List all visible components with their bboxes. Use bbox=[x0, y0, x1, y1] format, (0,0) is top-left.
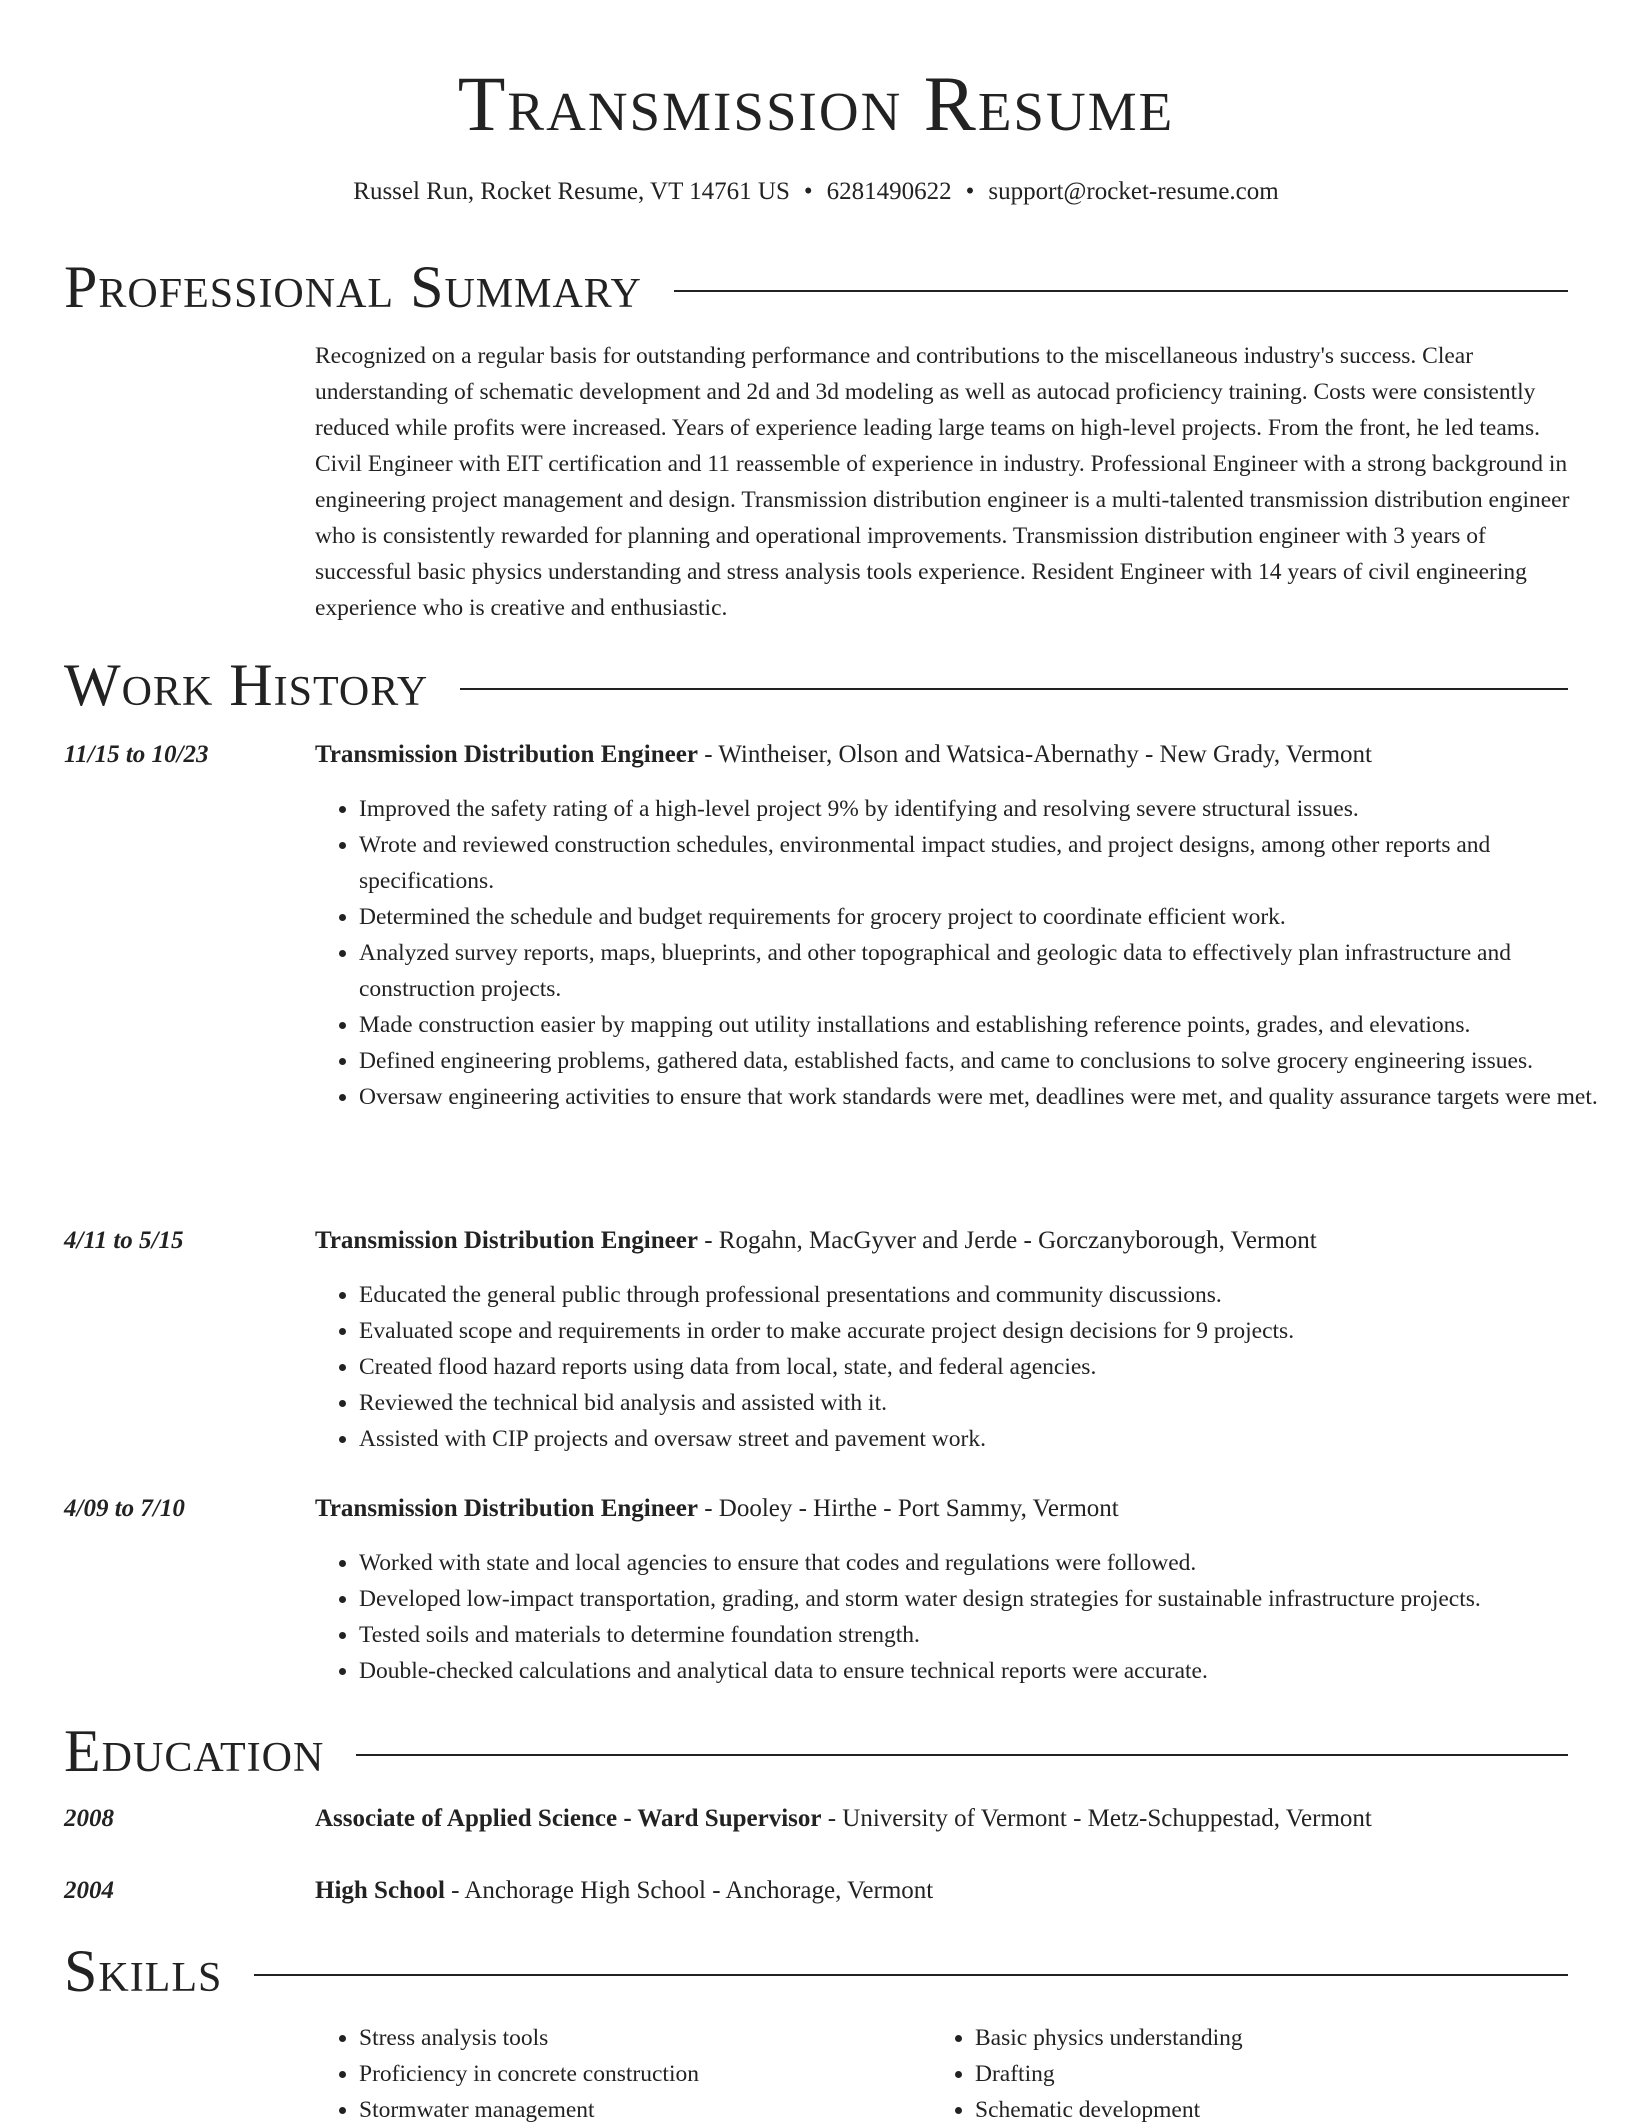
job-bullet: • Tested soils and materials to determine foundation strength. bbox=[359, 1617, 1619, 1653]
job-details: - Dooley - Hirthe - Port Sammy, Vermont bbox=[697, 1495, 1119, 1522]
section-divider bbox=[674, 290, 1568, 292]
job-bullet: • Worked with state and local agencies to ensure that codes and regulations were followed. bbox=[359, 1545, 1619, 1581]
job-bullet: • Made construction easier by mapping out utility installations and establishing reference points, grades, and elevations. bbox=[359, 1007, 1619, 1043]
job-title: Transmission Distribution Engineer bbox=[315, 1227, 698, 1254]
job-bullet: • Oversaw engineering activities to ensure that work standards were met, deadlines were met, and quality assurance targets were met. bbox=[359, 1079, 1619, 1115]
resume-title: Transmission Resume bbox=[457, 60, 1175, 147]
job-dates: 4/09 to 7/10 bbox=[64, 1495, 185, 1522]
job-bullet: • Evaluated scope and requirements in order to make accurate project design decisions for 9 projects. bbox=[359, 1313, 1619, 1349]
job-bullet: • Improved the safety rating of a high-level project 9% by identifying and resolving severe structural issues. bbox=[359, 791, 1619, 827]
education-year: 2008 bbox=[64, 1805, 114, 1832]
section-header-skills bbox=[64, 1936, 1568, 2006]
section-title-work-history: Work History bbox=[64, 652, 429, 718]
contact-separator: • bbox=[965, 178, 975, 205]
job-bullet: • Created flood hazard reports using data from local, state, and federal agencies. bbox=[359, 1349, 1619, 1385]
education-heading bbox=[315, 1873, 1575, 1909]
job-dates: 4/11 to 5/15 bbox=[64, 1227, 184, 1254]
job-details: - Wintheiser, Olson and Watsica-Abernathy - New Grady, Vermont bbox=[697, 741, 1372, 768]
skill-item: • Drafting bbox=[975, 2056, 1575, 2092]
job-bullet: • Assisted with CIP projects and oversaw street and pavement work. bbox=[359, 1421, 1619, 1457]
job-heading bbox=[315, 737, 1575, 773]
section-header-work-history bbox=[64, 650, 1568, 720]
section-header-education bbox=[64, 1716, 1568, 1786]
contact-address: Russel Run, Rocket Resume, VT 14761 US bbox=[353, 178, 790, 205]
education-degree: High School bbox=[315, 1877, 445, 1904]
job-title: Transmission Distribution Engineer bbox=[315, 741, 698, 768]
job-bullets bbox=[315, 791, 1619, 1115]
section-divider bbox=[356, 1754, 1568, 1756]
education-details: - University of Vermont - Metz-Schuppestad, Vermont bbox=[821, 1805, 1372, 1832]
job-title: Transmission Distribution Engineer bbox=[315, 1495, 698, 1522]
job-bullet: • Reviewed the technical bid analysis and assisted with it. bbox=[359, 1385, 1619, 1421]
job-details: - Rogahn, MacGyver and Jerde - Gorczanyborough, Vermont bbox=[697, 1227, 1317, 1254]
skill-item: • Proficiency in concrete construction bbox=[359, 2056, 919, 2092]
job-bullet: • Double-checked calculations and analytical data to ensure technical reports were accurate. bbox=[359, 1653, 1619, 1689]
job-bullets bbox=[315, 1545, 1619, 1689]
section-header-summary bbox=[64, 252, 1568, 322]
section-divider bbox=[254, 1974, 1568, 1976]
job-bullet: • Determined the schedule and budget requirements for grocery project to coordinate efficient work. bbox=[359, 899, 1619, 935]
job-heading bbox=[315, 1491, 1575, 1527]
contact-email: support@rocket-resume.com bbox=[988, 178, 1279, 205]
contact-separator: • bbox=[803, 178, 813, 205]
job-bullet: • Defined engineering problems, gathered data, established facts, and came to conclusions to solve grocery engineering issues. bbox=[359, 1043, 1619, 1079]
contact-phone: 6281490622 bbox=[826, 178, 952, 205]
skill-item: • Basic physics understanding bbox=[975, 2020, 1575, 2056]
contact-line bbox=[0, 174, 1632, 210]
skill-item: • Stormwater management bbox=[359, 2092, 919, 2128]
education-degree: Associate of Applied Science - Ward Supervisor bbox=[315, 1805, 822, 1832]
job-bullet: • Educated the general public through professional presentations and community discussions. bbox=[359, 1277, 1619, 1313]
job-bullet: • Wrote and reviewed construction schedules, environmental impact studies, and project designs, among other reports and specifications. bbox=[359, 827, 1619, 899]
job-bullet: • Developed low-impact transportation, grading, and storm water design strategies for sustainable infrastructure projects. bbox=[359, 1581, 1619, 1617]
skill-item: • Stress analysis tools bbox=[359, 2020, 919, 2056]
job-heading bbox=[315, 1223, 1575, 1259]
education-heading bbox=[315, 1801, 1575, 1837]
section-title-education: Education bbox=[64, 1718, 325, 1784]
section-divider bbox=[460, 688, 1568, 690]
section-title-skills: Skills bbox=[64, 1938, 223, 2004]
education-year: 2004 bbox=[64, 1877, 114, 1904]
job-bullet: • Analyzed survey reports, maps, blueprints, and other topographical and geologic data to effectively plan infrastructure and construction projects. bbox=[359, 935, 1619, 1007]
skill-item: • Schematic development bbox=[975, 2092, 1575, 2128]
education-details: - Anchorage High School - Anchorage, Vermont bbox=[444, 1877, 934, 1904]
section-title-summary: Professional Summary bbox=[64, 254, 642, 320]
job-bullets bbox=[315, 1277, 1619, 1457]
job-dates: 11/15 to 10/23 bbox=[64, 741, 209, 768]
summary-text: Recognized on a regular basis for outstanding performance and contributions to the miscellaneous industry's success. Clear understanding of schematic development and 2d and 3d modeling as well as autocad proficiency training. Costs were consistently reduced while profits were increased. Years of experience leading large teams on high-level projects. From the front, he led teams. Civil Engineer with EIT certification and 11 reassemble of experience in industry. Professional Engineer with a strong background in engineering project management and design. Transmission distribution engineer is a multi-talented transmission distribution engineer who is consistently rewarded for planning and operational improvements. Transmission distribution engineer with 3 years of successful basic physics understanding and stress analysis tools experience. Resident Engineer with 14 years of civil engineering experience who is creative and enthusiastic. bbox=[315, 343, 1570, 621]
